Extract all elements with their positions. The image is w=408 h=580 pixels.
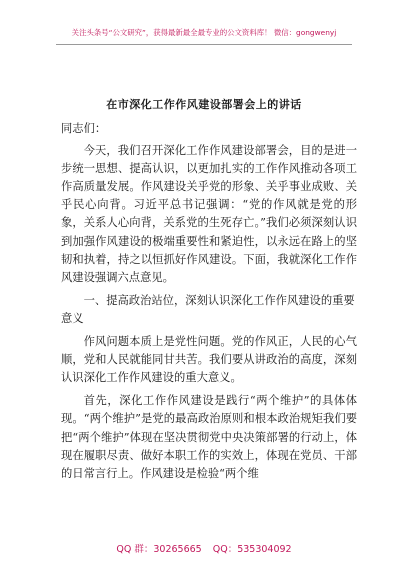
footer-qq: QQ：535304092 xyxy=(212,544,292,555)
document-body xyxy=(61,120,357,488)
footer-contact xyxy=(0,541,408,555)
intro-paragraph: 今天，我们召开深化工作作风建设部署会，目的是进一步统一思想、提高认识，以更加扎实的工作作风推动各项工作高质量发展。作风建设关乎党的形象、关乎事业成败、关乎民心向背。习近平总书记强调：“党的作风就是党的形象，关系人心向背，关系党的生死存亡。”我们必须深刻认识到加强作风建设的极端重要性和紧迫性，以永远在路上的坚韧和执着，持之以恒抓好作风建设。下面，我就深化工作作风建设强调六点意见。 xyxy=(61,144,357,284)
section-paragraph: 作风问题本质上是党性问题。党的作风正，人民的心气顺，党和人民就能同甘共苦。我们要从讲政治的高度，深刻认识深化工作作风建设的重大意义。 xyxy=(61,335,357,385)
section-paragraph: 首先，深化工作作风建设是践行“两个维护”的具体体现。“两个维护”是党的最高政治原则和根本政治规矩我们要把“两个维护”体现在坚决贯彻党中央决策部署的行动上，体现在履职尽责、做好本职工作的实效上，体现在党员、干部的日常言行上。作风建设是检验“两个维 xyxy=(61,394,357,480)
document-title: 在市深化工作作风建设部署会上的讲话 xyxy=(106,98,302,111)
header-divider xyxy=(56,44,352,45)
footer-qq-group: QQ 群：30265665 xyxy=(116,544,202,555)
salutation: 同志们： xyxy=(61,122,107,135)
section-heading-1: 一、提高政治站位，深刻认识深化工作作风建设的重要意义 xyxy=(61,293,355,325)
header-note: 关注头条号“公文研究”，获得最新最全最专业的公文资料库！ 微信：gongwenyj xyxy=(71,28,337,37)
